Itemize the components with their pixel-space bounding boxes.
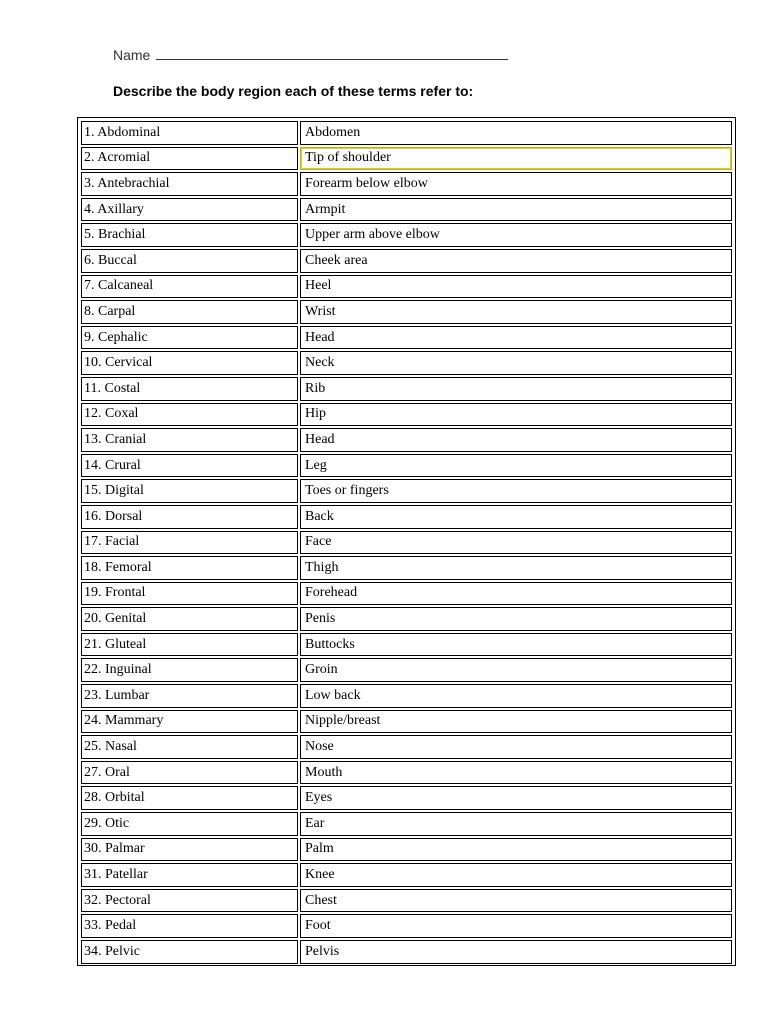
term-cell[interactable]: 29. Otic: [81, 812, 298, 836]
term-cell[interactable]: 25. Nasal: [81, 735, 298, 759]
terms-table-frame: [77, 117, 736, 966]
term-cell[interactable]: 7. Calcaneal: [81, 275, 298, 299]
name-label: Name: [113, 47, 151, 63]
table-row: [81, 223, 732, 247]
description-cell[interactable]: Back: [300, 505, 732, 529]
terms-table: [79, 119, 734, 966]
table-row: [81, 940, 732, 964]
term-cell[interactable]: 30. Palmar: [81, 838, 298, 862]
description-cell[interactable]: Thigh: [300, 556, 732, 580]
table-row: [81, 838, 732, 862]
term-cell[interactable]: 10. Cervical: [81, 351, 298, 375]
description-cell[interactable]: Knee: [300, 863, 732, 887]
term-cell[interactable]: 4. Axillary: [81, 198, 298, 222]
table-row: [81, 531, 732, 555]
description-cell[interactable]: Chest: [300, 889, 732, 913]
table-row: [81, 351, 732, 375]
description-cell[interactable]: Pelvis: [300, 940, 732, 964]
table-row: [81, 812, 732, 836]
term-cell[interactable]: 8. Carpal: [81, 300, 298, 324]
table-row: [81, 786, 732, 810]
table-row: [81, 684, 732, 708]
table-row: [81, 454, 732, 478]
description-cell[interactable]: Forearm below elbow: [300, 172, 732, 196]
table-row: [81, 735, 732, 759]
description-cell[interactable]: Nose: [300, 735, 732, 759]
term-cell[interactable]: 31. Patellar: [81, 863, 298, 887]
description-cell[interactable]: Nipple/breast: [300, 710, 732, 734]
description-cell[interactable]: Eyes: [300, 786, 732, 810]
term-cell[interactable]: 34. Pelvic: [81, 940, 298, 964]
term-cell[interactable]: 12. Coxal: [81, 403, 298, 427]
table-row: [81, 275, 732, 299]
term-cell[interactable]: 13. Cranial: [81, 428, 298, 452]
description-cell[interactable]: Upper arm above elbow: [300, 223, 732, 247]
table-row: [81, 326, 732, 350]
table-row: [81, 710, 732, 734]
description-cell[interactable]: Heel: [300, 275, 732, 299]
term-cell[interactable]: 3. Antebrachial: [81, 172, 298, 196]
table-row: [81, 658, 732, 682]
term-cell[interactable]: 27. Oral: [81, 761, 298, 785]
description-cell[interactable]: Ear: [300, 812, 732, 836]
name-field[interactable]: [113, 47, 508, 63]
description-cell[interactable]: Buttocks: [300, 633, 732, 657]
term-cell[interactable]: 28. Orbital: [81, 786, 298, 810]
term-cell[interactable]: 15. Digital: [81, 479, 298, 503]
table-row: [81, 761, 732, 785]
term-cell[interactable]: 19. Frontal: [81, 582, 298, 606]
instructions-heading: Describe the body region each of these terms refer to:: [113, 83, 474, 99]
term-cell[interactable]: 6. Buccal: [81, 249, 298, 273]
description-cell[interactable]: Leg: [300, 454, 732, 478]
table-row: [81, 403, 732, 427]
description-cell[interactable]: Toes or fingers: [300, 479, 732, 503]
description-cell[interactable]: Groin: [300, 658, 732, 682]
description-cell[interactable]: Hip: [300, 403, 732, 427]
table-row: [81, 633, 732, 657]
table-row: [81, 889, 732, 913]
term-cell[interactable]: 11. Costal: [81, 377, 298, 401]
table-row: [81, 607, 732, 631]
description-cell[interactable]: Palm: [300, 838, 732, 862]
term-cell[interactable]: 1. Abdominal: [81, 121, 298, 145]
term-cell[interactable]: 5. Brachial: [81, 223, 298, 247]
table-row: [81, 582, 732, 606]
table-row: [81, 172, 732, 196]
description-cell[interactable]: Tip of shoulder: [300, 147, 732, 171]
term-cell[interactable]: 22. Inguinal: [81, 658, 298, 682]
name-blank-line[interactable]: [156, 47, 508, 60]
term-cell[interactable]: 14. Crural: [81, 454, 298, 478]
description-cell[interactable]: Low back: [300, 684, 732, 708]
table-row: [81, 121, 732, 145]
description-cell[interactable]: Face: [300, 531, 732, 555]
term-cell[interactable]: 2. Acromial: [81, 147, 298, 171]
term-cell[interactable]: 24. Mammary: [81, 710, 298, 734]
description-cell[interactable]: Armpit: [300, 198, 732, 222]
term-cell[interactable]: 21. Gluteal: [81, 633, 298, 657]
description-cell[interactable]: Forehead: [300, 582, 732, 606]
term-cell[interactable]: 23. Lumbar: [81, 684, 298, 708]
terms-table-body: [81, 121, 732, 964]
table-row: [81, 300, 732, 324]
table-row: [81, 198, 732, 222]
table-row: [81, 377, 732, 401]
description-cell[interactable]: Abdomen: [300, 121, 732, 145]
table-row: [81, 249, 732, 273]
term-cell[interactable]: 16. Dorsal: [81, 505, 298, 529]
description-cell[interactable]: Foot: [300, 914, 732, 938]
term-cell[interactable]: 9. Cephalic: [81, 326, 298, 350]
description-cell[interactable]: Wrist: [300, 300, 732, 324]
table-row: [81, 505, 732, 529]
table-row: [81, 479, 732, 503]
description-cell[interactable]: Head: [300, 326, 732, 350]
term-cell[interactable]: 20. Genital: [81, 607, 298, 631]
term-cell[interactable]: 18. Femoral: [81, 556, 298, 580]
term-cell[interactable]: 33. Pedal: [81, 914, 298, 938]
description-cell[interactable]: Neck: [300, 351, 732, 375]
table-row: [81, 914, 732, 938]
description-cell[interactable]: Rib: [300, 377, 732, 401]
description-cell[interactable]: Mouth: [300, 761, 732, 785]
table-row: [81, 147, 732, 171]
term-cell[interactable]: 32. Pectoral: [81, 889, 298, 913]
table-row: [81, 428, 732, 452]
term-cell[interactable]: 17. Facial: [81, 531, 298, 555]
table-row: [81, 556, 732, 580]
description-cell[interactable]: Penis: [300, 607, 732, 631]
description-cell[interactable]: Head: [300, 428, 732, 452]
table-row: [81, 863, 732, 887]
description-cell[interactable]: Cheek area: [300, 249, 732, 273]
